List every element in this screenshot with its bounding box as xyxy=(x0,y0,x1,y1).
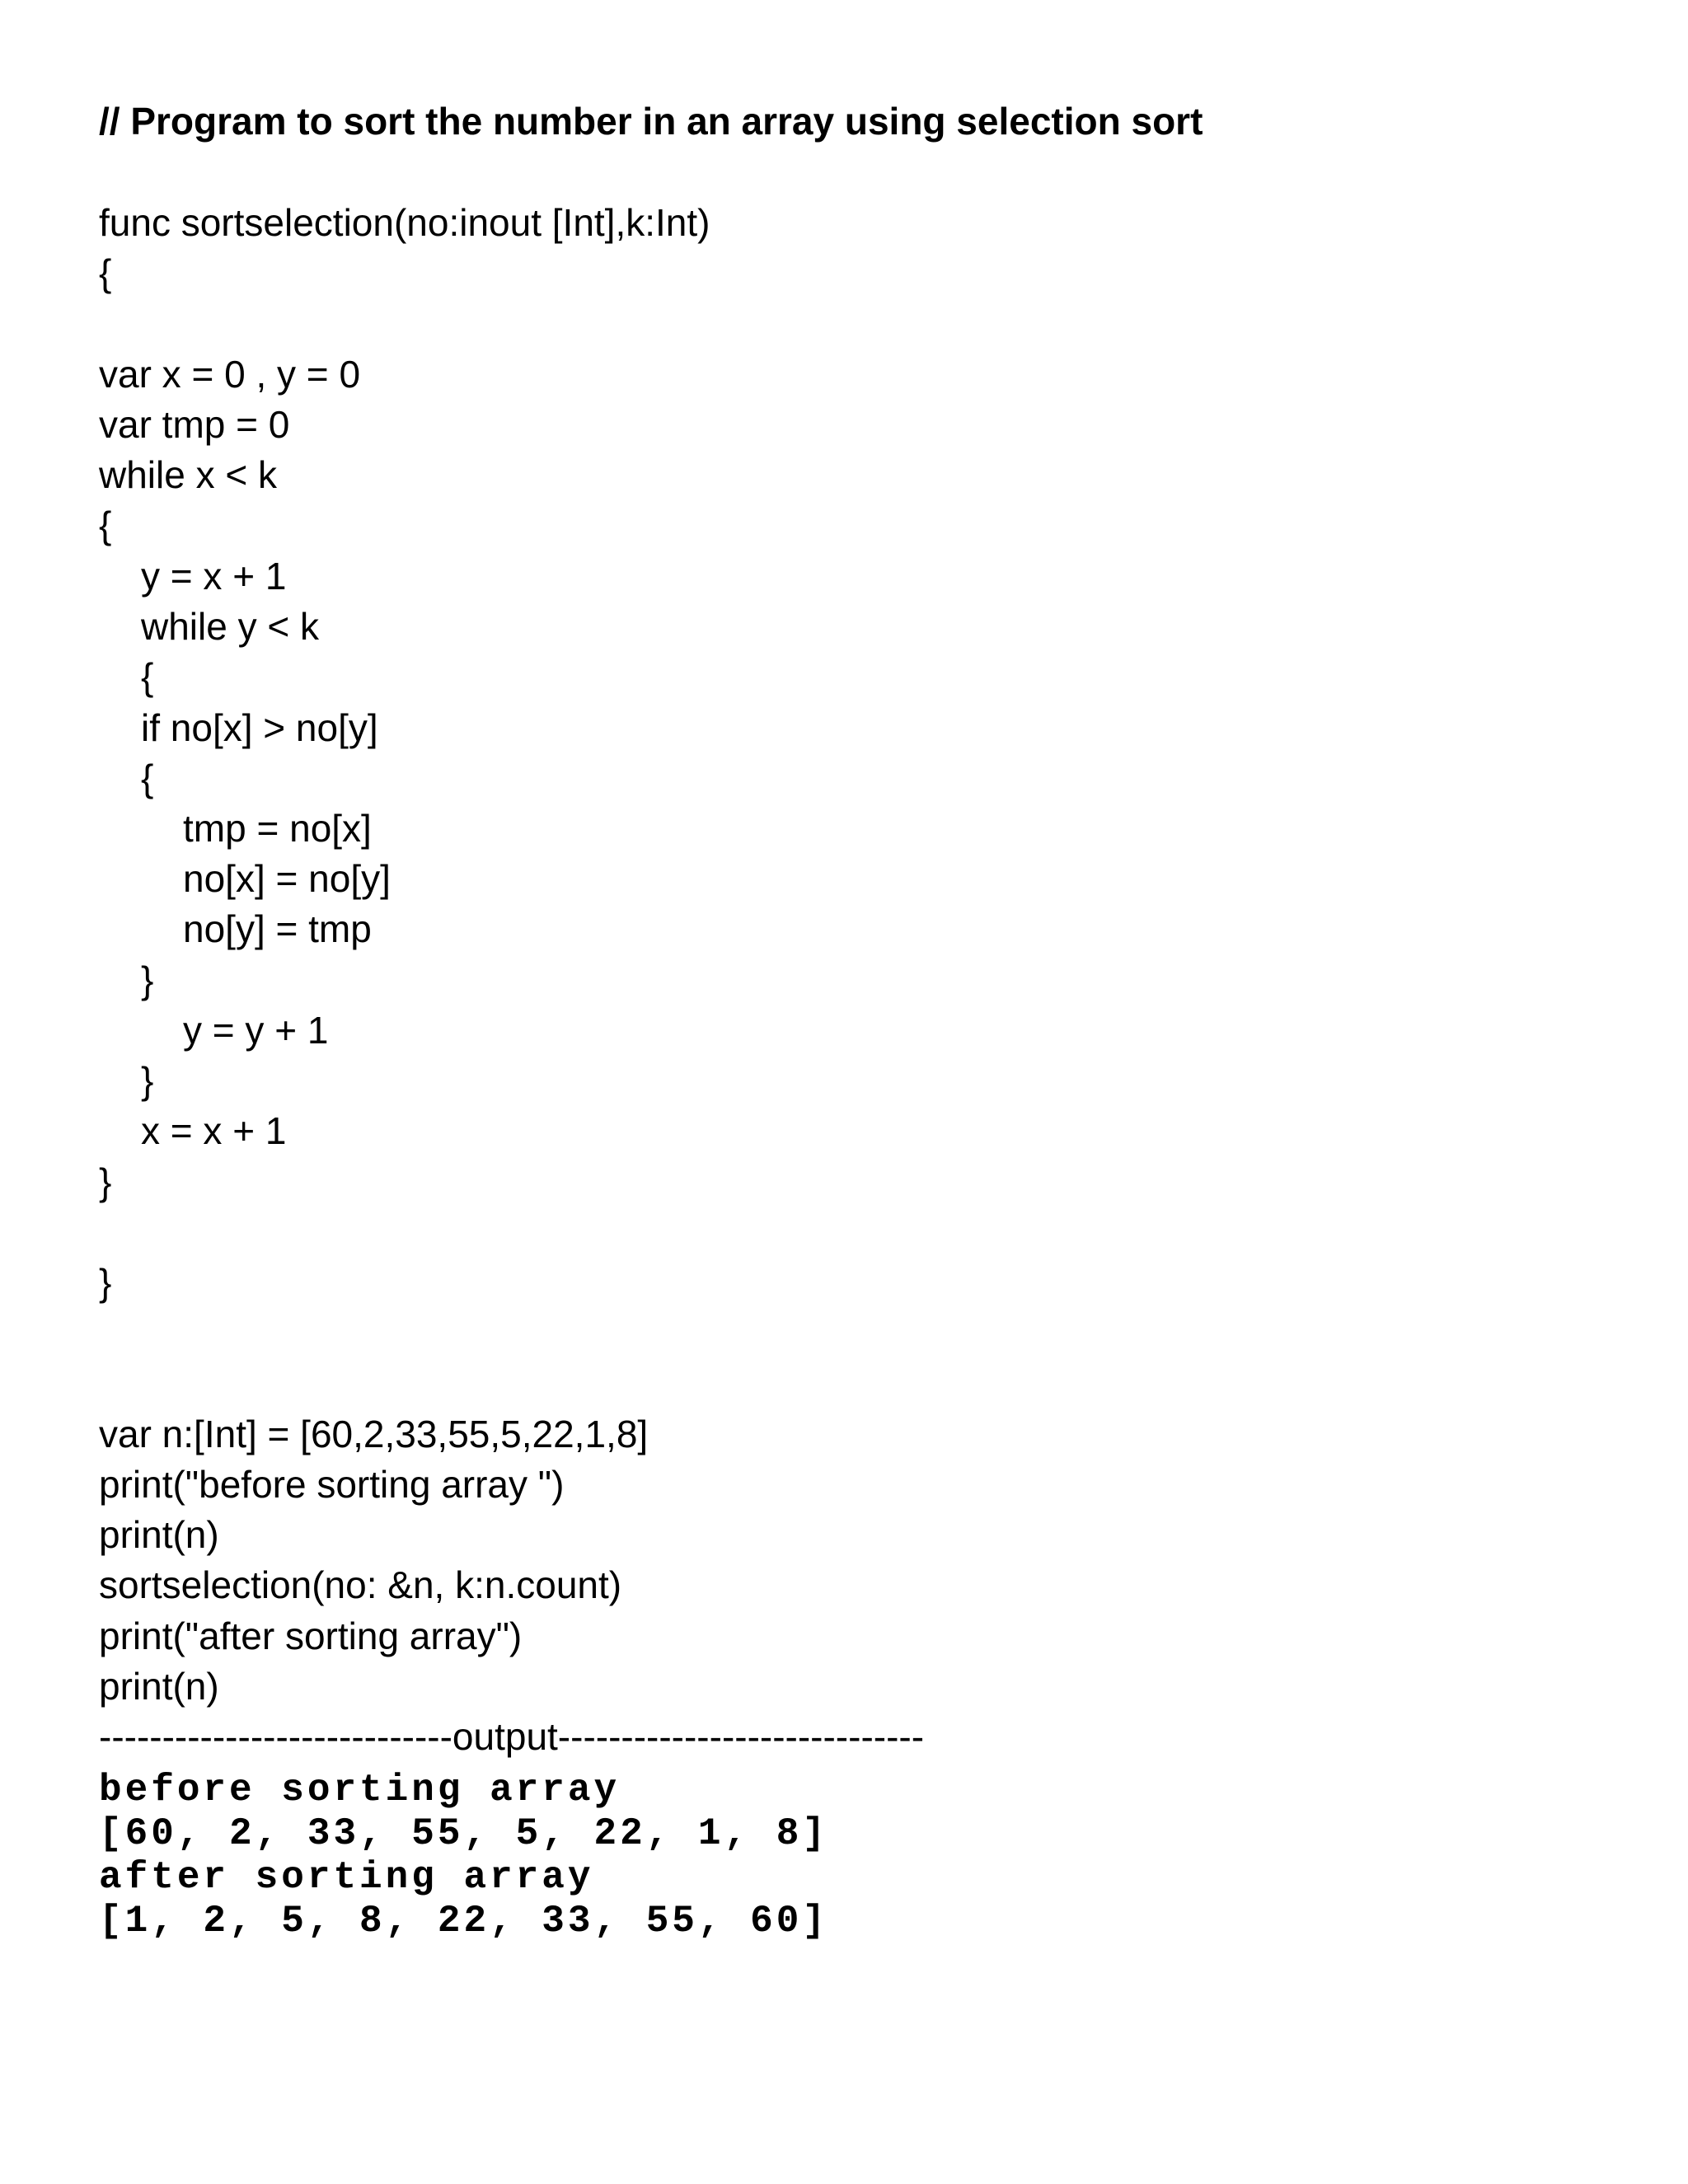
code-line-print-after: print("after sorting array") xyxy=(99,1615,523,1657)
output-line-before-array: [60, 2, 33, 55, 5, 22, 1, 8] xyxy=(99,1812,828,1855)
code-line-func-open-brace: { xyxy=(99,251,112,294)
code-line-increment-y: y = y + 1 xyxy=(183,1009,329,1052)
code-line-tmp-assign: tmp = no[x] xyxy=(183,807,372,850)
code-line-outer-close-brace: } xyxy=(99,1160,112,1203)
code-line-while-x: while x < k xyxy=(99,453,278,496)
code-line-if-open-brace: { xyxy=(141,757,154,799)
code-line-assign-y: y = x + 1 xyxy=(141,555,287,598)
code-line-if-close-brace: } xyxy=(141,958,154,1001)
program-title: // Program to sort the number in an array using selection sort xyxy=(99,100,1203,143)
code-line-var-tmp: var tmp = 0 xyxy=(99,403,290,446)
code-line-swap-x: no[x] = no[y] xyxy=(183,857,391,900)
code-line-inner-open-brace: { xyxy=(141,655,154,698)
code-line-func-close-brace: } xyxy=(99,1261,112,1304)
code-line-increment-x: x = x + 1 xyxy=(141,1109,287,1152)
code-line-outer-open-brace: { xyxy=(99,504,112,546)
code-line-inner-close-brace: } xyxy=(141,1059,154,1102)
output-line-after-label: after sorting array xyxy=(99,1856,594,1899)
output-line-after-array: [1, 2, 5, 8, 22, 33, 55, 60] xyxy=(99,1900,828,1943)
code-line-print-n-2: print(n) xyxy=(99,1665,219,1708)
code-line-call-sort: sortselection(no: &n, k:n.count) xyxy=(99,1563,622,1606)
output-line-before-label: before sorting array xyxy=(99,1769,621,1811)
output-divider: ----------------------------output----------------------------- xyxy=(99,1715,925,1758)
code-line-print-n-1: print(n) xyxy=(99,1513,219,1556)
code-line-var-xy: var x = 0 , y = 0 xyxy=(99,353,361,396)
code-line-func-signature: func sortselection(no:inout [Int],k:Int) xyxy=(99,201,710,244)
code-line-var-n: var n:[Int] = [60,2,33,55,5,22,1,8] xyxy=(99,1413,649,1455)
code-line-if-compare: if no[x] > no[y] xyxy=(141,706,378,749)
code-line-print-before: print("before sorting array ") xyxy=(99,1463,565,1506)
code-line-swap-y: no[y] = tmp xyxy=(183,907,372,950)
code-line-while-y: while y < k xyxy=(141,605,320,648)
